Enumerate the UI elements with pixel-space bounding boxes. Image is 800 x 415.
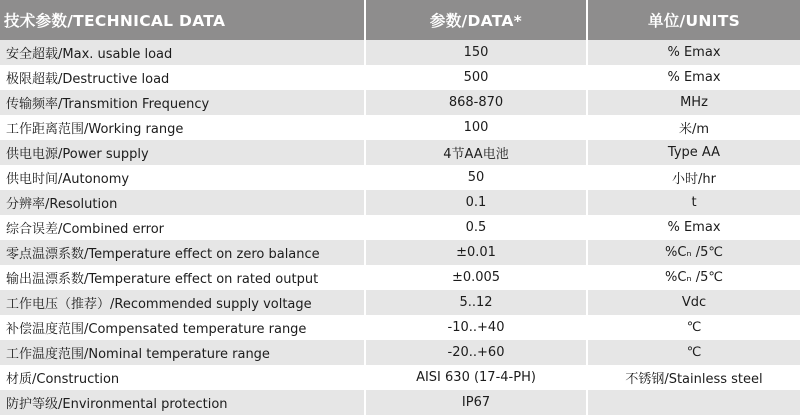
- table-row: [0, 215, 800, 240]
- row-unit: MHz: [588, 90, 800, 115]
- row-unit: %Cₙ /5℃: [588, 265, 800, 290]
- row-parameter: 综合误差/Combined error: [0, 215, 366, 240]
- table-row: [0, 65, 800, 90]
- row-data: -20..+60: [366, 340, 588, 365]
- table-row: [0, 365, 800, 390]
- row-unit: % Emax: [588, 40, 800, 65]
- row-parameter: 防护等级/Environmental protection: [0, 390, 366, 415]
- row-data: 150: [366, 40, 588, 65]
- row-parameter: 供电时间/Autonomy: [0, 165, 366, 190]
- row-data: AISI 630 (17-4-PH): [366, 365, 588, 390]
- row-parameter: 输出温漂系数/Temperature effect on rated output: [0, 265, 366, 290]
- table-row: [0, 315, 800, 340]
- table-row: [0, 240, 800, 265]
- row-parameter: 传输频率/Transmition Frequency: [0, 90, 366, 115]
- row-unit: t: [588, 190, 800, 215]
- row-unit: [588, 390, 800, 415]
- table-row: [0, 40, 800, 65]
- row-unit: 小时/hr: [588, 165, 800, 190]
- row-data: -10..+40: [366, 315, 588, 340]
- table-row: [0, 115, 800, 140]
- row-parameter: 补偿温度范围/Compensated temperature range: [0, 315, 366, 340]
- row-parameter: 零点温漂系数/Temperature effect on zero balance: [0, 240, 366, 265]
- row-data: 100: [366, 115, 588, 140]
- table-row: [0, 90, 800, 115]
- table-row: [0, 340, 800, 365]
- header-unit: 单位/UNITS: [588, 0, 800, 40]
- table-row: [0, 165, 800, 190]
- table-row: [0, 390, 800, 415]
- row-unit: %Cₙ /5℃: [588, 240, 800, 265]
- row-parameter: 材质/Construction: [0, 365, 366, 390]
- row-unit: ℃: [588, 315, 800, 340]
- row-data: ±0.005: [366, 265, 588, 290]
- row-data: 5..12: [366, 290, 588, 315]
- table-row: [0, 190, 800, 215]
- row-unit: 不锈钢/Stainless steel: [588, 365, 800, 390]
- row-unit: Vdc: [588, 290, 800, 315]
- row-parameter: 安全超载/Max. usable load: [0, 40, 366, 65]
- row-data: ±0.01: [366, 240, 588, 265]
- table-header: [0, 0, 800, 40]
- row-parameter: 工作温度范围/Nominal temperature range: [0, 340, 366, 365]
- row-data: 50: [366, 165, 588, 190]
- row-unit: ℃: [588, 340, 800, 365]
- row-data: 500: [366, 65, 588, 90]
- row-parameter: 供电电源/Power supply: [0, 140, 366, 165]
- row-unit: % Emax: [588, 215, 800, 240]
- table-row: [0, 265, 800, 290]
- row-data: 0.5: [366, 215, 588, 240]
- row-unit: % Emax: [588, 65, 800, 90]
- table-row: [0, 140, 800, 165]
- header-parameter: 技术参数/TECHNICAL DATA: [0, 0, 366, 40]
- table-row: [0, 290, 800, 315]
- row-unit: 米/m: [588, 115, 800, 140]
- row-parameter: 极限超载/Destructive load: [0, 65, 366, 90]
- row-data: IP67: [366, 390, 588, 415]
- header-data: 参数/DATA*: [366, 0, 588, 40]
- row-data: 868-870: [366, 90, 588, 115]
- row-parameter: 工作电压（推荐）/Recommended supply voltage: [0, 290, 366, 315]
- row-parameter: 工作距离范围/Working range: [0, 115, 366, 140]
- row-data: 0.1: [366, 190, 588, 215]
- row-parameter: 分辨率/Resolution: [0, 190, 366, 215]
- row-unit: Type AA: [588, 140, 800, 165]
- row-data: 4节AA电池: [366, 140, 588, 165]
